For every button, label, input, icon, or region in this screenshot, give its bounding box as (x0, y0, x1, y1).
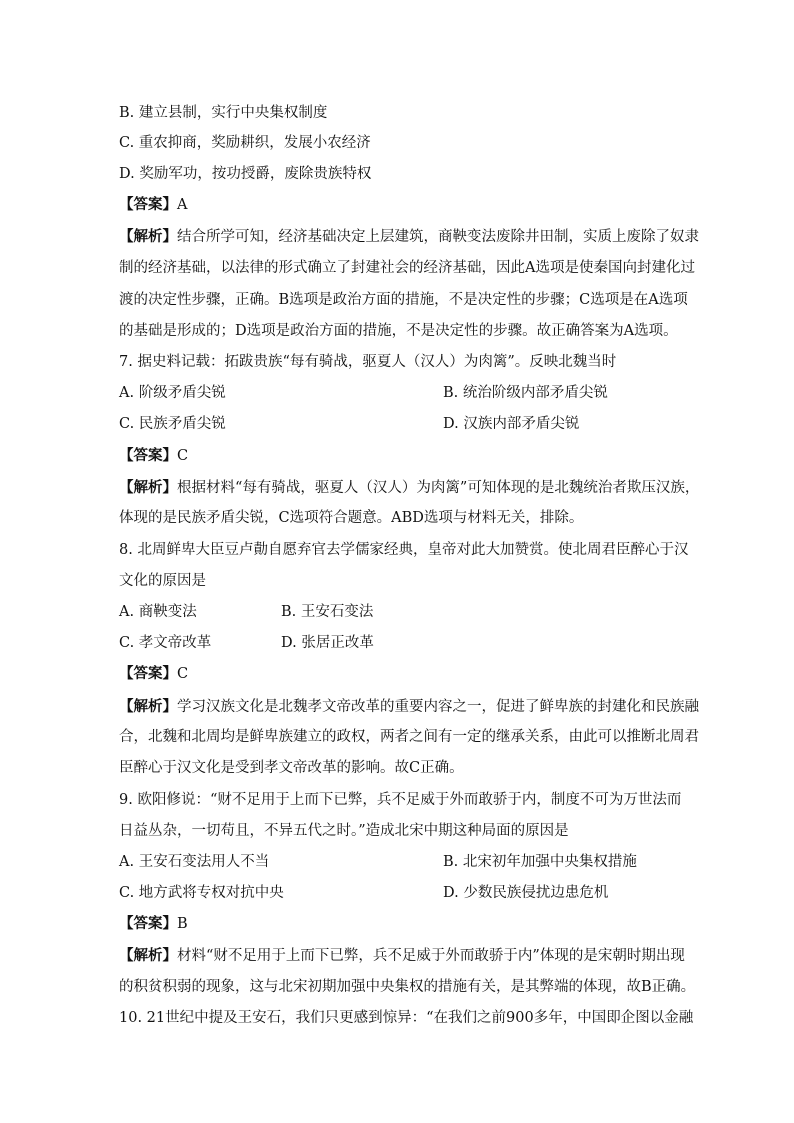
answer-value: C (177, 666, 189, 682)
q8-option-a: A. 商鞅变法 (119, 604, 197, 620)
q7-analysis-line-1 (119, 478, 700, 498)
q9-analysis-line-2: 的积贫积弱的现象，这与北宋初期加强中央集权的措施有关，是其弊端的体现，故B正确。 (119, 979, 696, 995)
q6-analysis-line-1 (119, 227, 699, 247)
analysis-text: 材料“财不足用于上而下已弊，兵不足威于外而敢骄于内”体现的是宋朝时期出现 (177, 948, 685, 964)
q9-stem-line-2: 日益丛杂，一切苟且，不异五代之时。”造成北宋中期这种局面的原因是 (119, 823, 569, 839)
q7-option-c: C. 民族矛盾尖锐 (119, 416, 226, 432)
q9-answer (119, 914, 678, 934)
answer-tag: 【答案】 (119, 915, 177, 932)
q7-option-a: A. 阶级矛盾尖锐 (119, 385, 226, 401)
q8-option-c: C. 孝文帝改革 (119, 635, 212, 651)
analysis-tag: 【解析】 (119, 947, 177, 964)
q9-option-b: B. 北宋初年加强中央集权措施 (443, 854, 637, 870)
q7-option-d: D. 汉族内部矛盾尖锐 (443, 416, 580, 432)
analysis-tag: 【解析】 (119, 479, 177, 496)
q9-option-d: D. 少数民族侵扰边患危机 (443, 885, 609, 901)
q6-analysis-line-3: 渡的决定性步骤，正确。B选项是政治方面的措施，不是决定性的步骤；C选项是在A选项 (119, 292, 688, 308)
answer-tag: 【答案】 (119, 447, 177, 464)
q9-analysis-line-1 (119, 946, 685, 966)
analysis-tag: 【解析】 (119, 698, 177, 715)
analysis-text: 学习汉族文化是北魏孝文帝改革的重要内容之一，促进了鲜卑族的封建化和民族融 (177, 699, 699, 715)
q7-stem: 7. 据史料记载：拓跋贵族“每有骑战，驱夏人（汉人）为肉篱”。反映北魏当时 (119, 354, 617, 370)
q8-answer (119, 664, 678, 684)
answer-value: C (177, 448, 189, 464)
q6-answer (119, 195, 678, 215)
analysis-text: 结合所学可知，经济基础决定上层建筑，商鞅变法废除井田制，实质上废除了奴隶 (177, 229, 699, 245)
q7-answer (119, 446, 678, 466)
q6-option-d: D. 奖励军功，按功授爵，废除贵族特权 (119, 166, 372, 182)
analysis-text: 根据材料“每有骑战，驱夏人（汉人）为肉篱”可知体现的是北魏统治者欺压汉族， (177, 480, 700, 496)
q9-option-c: C. 地方武将专权对抗中央 (119, 885, 284, 901)
q9-option-a: A. 王安石变法用人不当 (119, 854, 270, 870)
q8-analysis-line-3: 臣醉心于汉文化是受到孝文帝改革的影响。故C正确。 (119, 760, 464, 776)
q8-analysis-line-1 (119, 697, 699, 717)
q10-stem-line-1: 10. 21世纪中提及王安石，我们只更感到惊异：“在我们之前900多年，中国即企图以金融 (119, 1010, 694, 1026)
analysis-tag: 【解析】 (119, 228, 177, 245)
q7-option-b: B. 统治阶级内部矛盾尖锐 (443, 385, 608, 401)
q7-analysis-line-2: 体现的是民族矛盾尖锐，C选项符合题意。ABD选项与材料无关，排除。 (119, 510, 584, 526)
q8-analysis-line-2: 合，北魏和北周均是鲜卑族建立的政权，两者之间有一定的继承关系，由此可以推断北周君 (119, 729, 699, 745)
answer-tag: 【答案】 (119, 196, 177, 213)
q8-option-d: D. 张居正改革 (281, 635, 374, 651)
q6-analysis-line-4: 的基础是形成的；D选项是政治方面的措施，不是决定性的步骤。故正确答案为A选项。 (119, 323, 678, 339)
answer-tag: 【答案】 (119, 665, 177, 682)
q6-option-b: B. 建立县制，实行中央集权制度 (119, 105, 328, 121)
q8-option-b: B. 王安石变法 (281, 604, 374, 620)
q8-stem-line-2: 文化的原因是 (119, 573, 206, 589)
q6-analysis-line-2: 制的经济基础，以法律的形式确立了封建社会的经济基础，因此A选项是使秦国向封建化过 (119, 260, 695, 276)
answer-value: B (177, 916, 188, 932)
q6-option-c: C. 重农抑商，奖励耕织，发展小农经济 (119, 135, 371, 151)
q9-stem-line-1: 9. 欧阳修说：“财不足用于上而下已弊，兵不足威于外而敢骄于内，制度不可为万世法而 (119, 792, 682, 808)
q8-stem-line-1: 8. 北周鲜卑大臣豆卢勣自愿弃官去学儒家经典，皇帝对此大加赞赏。使北周君臣醉心于汉 (119, 542, 689, 558)
answer-value: A (177, 197, 188, 213)
